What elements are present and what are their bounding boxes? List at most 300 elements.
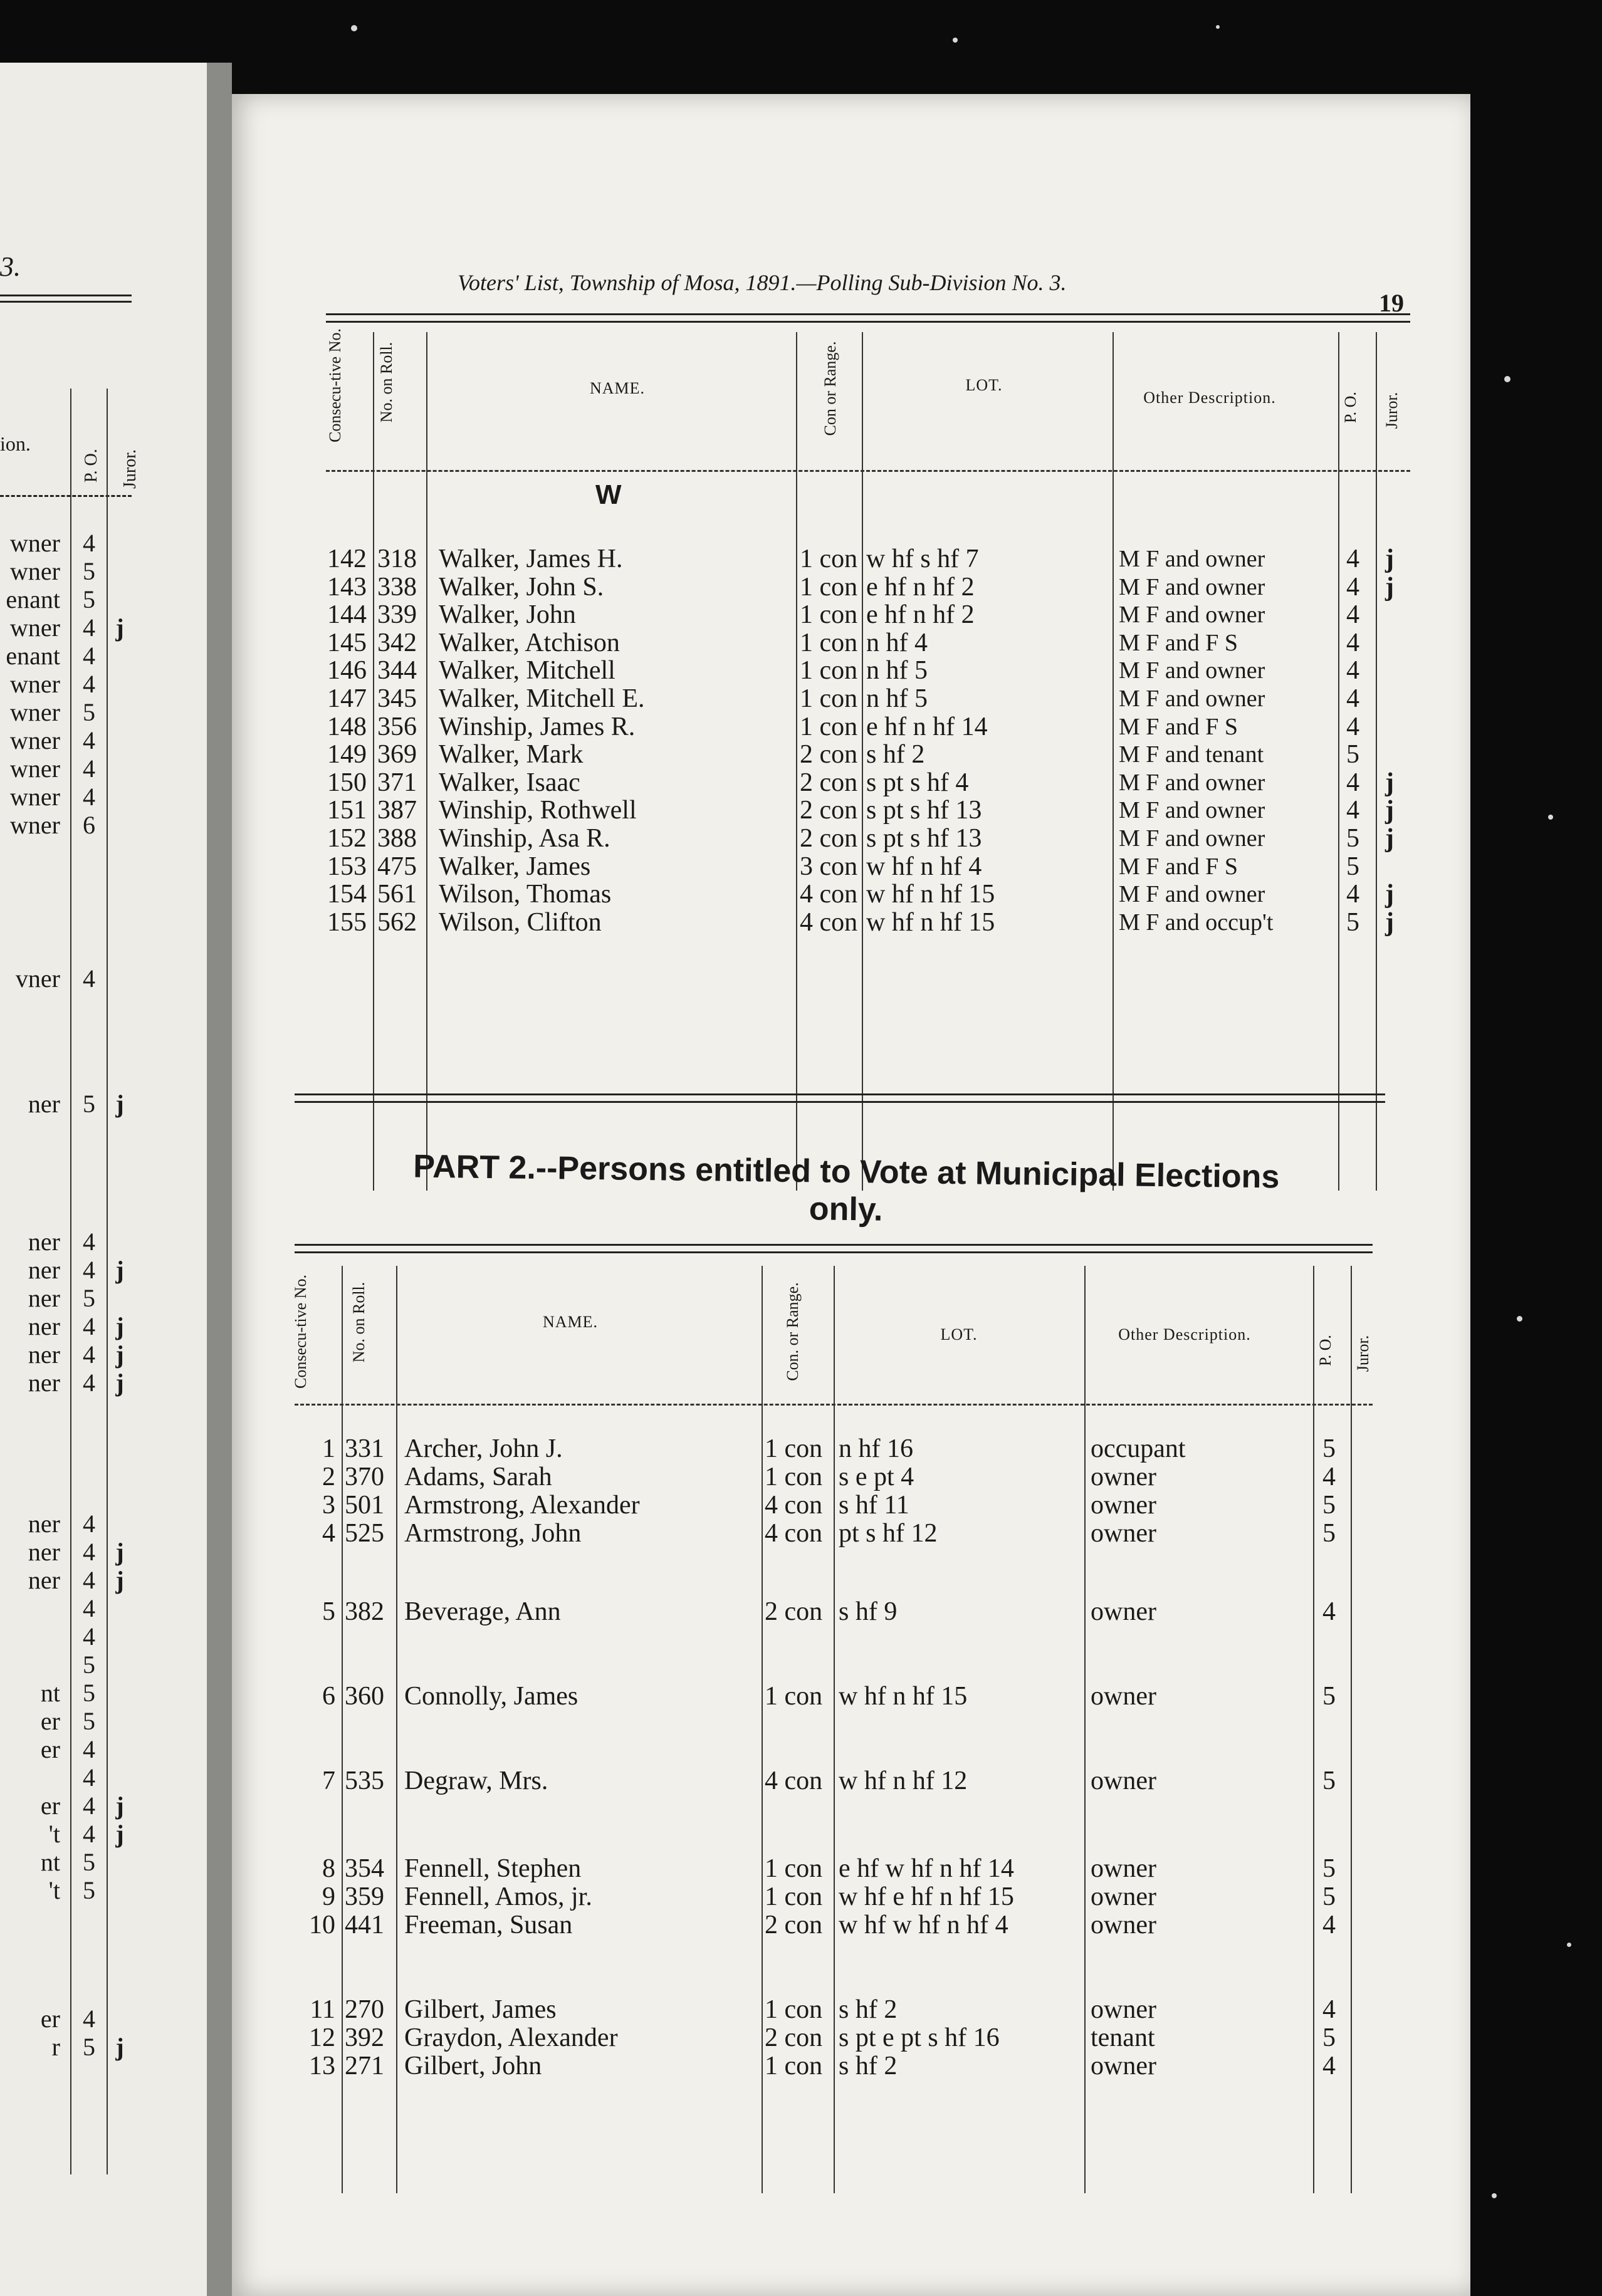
p1-po-header: P. O. <box>1341 392 1359 423</box>
concession: 2 con <box>765 2023 823 2052</box>
voter-row <box>232 880 1470 908</box>
post-office: 4 <box>1346 628 1359 657</box>
consecutive-number: 1 <box>322 1434 335 1463</box>
voter-name: Winship, Asa R. <box>439 824 610 853</box>
left-row-po: 4 <box>83 1256 95 1284</box>
left-rule <box>0 295 132 296</box>
left-list-row <box>0 727 132 754</box>
left-row-juror: j <box>115 1792 124 1820</box>
roll-number: 339 <box>377 600 417 630</box>
lot: n hf 5 <box>866 684 928 713</box>
left-row-po: 5 <box>83 1284 95 1312</box>
left-row-desc: er <box>40 2005 60 2033</box>
concession: 1 con <box>800 628 858 657</box>
p1-other-header: Other Description. <box>1143 389 1276 407</box>
roll-number: 441 <box>345 1911 384 1939</box>
post-office: 5 <box>1346 824 1359 853</box>
other-description: owner <box>1091 1519 1156 1548</box>
municipal-voter-row <box>232 1996 1470 2023</box>
roll-number: 318 <box>377 545 417 573</box>
other-description: M F and owner <box>1119 881 1265 908</box>
left-row-juror: j <box>115 1538 124 1566</box>
concession: 1 con <box>765 1682 823 1711</box>
left-row-po: 5 <box>83 557 95 585</box>
post-office: 4 <box>1346 796 1359 825</box>
left-row-juror: j <box>115 1090 124 1118</box>
left-row-po: 4 <box>83 1566 95 1594</box>
left-row-po: 4 <box>83 726 95 754</box>
p2-other-header: Other Description. <box>1118 1325 1251 1344</box>
voter-name: Gilbert, John <box>404 2052 542 2080</box>
left-row-desc: vner <box>15 965 60 993</box>
left-row-juror: j <box>115 2033 124 2061</box>
header-rule <box>326 321 1410 323</box>
concession: 1 con <box>800 684 858 713</box>
p1-juror-header: Juror. <box>1383 392 1401 429</box>
voter-row <box>232 657 1470 684</box>
concession: 2 con <box>800 796 858 825</box>
roll-number: 354 <box>345 1854 384 1883</box>
header-rule <box>326 470 1410 472</box>
voter-row <box>232 741 1470 768</box>
voter-name: Armstrong, Alexander <box>404 1491 640 1520</box>
left-row-juror: j <box>115 1312 124 1340</box>
left-row-desc: ner <box>28 1567 60 1594</box>
juror-mark: j <box>1385 907 1394 937</box>
voter-name: Winship, Rothwell <box>439 796 637 825</box>
left-page-fragment-number: 3. <box>0 251 21 282</box>
other-description: owner <box>1091 1882 1156 1911</box>
concession: 4 con <box>765 1519 823 1548</box>
other-description: owner <box>1091 1597 1156 1626</box>
concession: 2 con <box>765 1911 823 1939</box>
left-row-desc: wner <box>10 811 60 839</box>
lot: s pt s hf 13 <box>866 796 982 825</box>
roll-number: 356 <box>377 712 417 741</box>
voter-name: Wilson, Clifton <box>439 907 602 937</box>
lot: n hf 16 <box>839 1434 913 1463</box>
post-office: 4 <box>1346 768 1359 797</box>
post-office: 5 <box>1322 1854 1336 1883</box>
roll-number: 369 <box>377 740 417 770</box>
consecutive-number: 153 <box>327 852 367 881</box>
left-row-desc: ner <box>28 1090 60 1118</box>
p1-roll-header: No. on Roll. <box>377 342 395 423</box>
lot: s pt s hf 13 <box>866 824 982 853</box>
consecutive-number: 7 <box>322 1766 335 1795</box>
post-office: 4 <box>1346 656 1359 686</box>
consecutive-number: 145 <box>327 628 367 657</box>
other-description: M F and F S <box>1119 713 1238 740</box>
left-list-row <box>0 755 132 783</box>
concession: 1 con <box>765 1463 823 1491</box>
municipal-voter-row <box>232 1767 1470 1795</box>
concession: 2 con <box>800 740 858 770</box>
voter-name: Walker, Mitchell E. <box>439 684 645 713</box>
lot: s hf 9 <box>839 1597 898 1626</box>
juror-mark: j <box>1385 572 1394 602</box>
left-row-desc: ner <box>28 1538 60 1566</box>
left-row-desc: er <box>40 1708 60 1735</box>
left-list-row <box>0 1764 132 1792</box>
voter-name: Wilson, Thomas <box>439 880 612 909</box>
other-description: M F and tenant <box>1119 741 1264 768</box>
lot: s hf 2 <box>839 2052 898 2080</box>
other-description: owner <box>1091 2052 1156 2080</box>
left-row-po: 4 <box>83 783 95 811</box>
p2-roll-header: No. on Roll. <box>350 1281 368 1363</box>
consecutive-number: 6 <box>322 1682 335 1711</box>
voter-name: Degraw, Mrs. <box>404 1766 548 1795</box>
p2-juror-header: Juror. <box>1354 1335 1372 1372</box>
roll-number: 535 <box>345 1766 384 1795</box>
left-row-juror: j <box>115 1566 124 1594</box>
other-description: owner <box>1091 1766 1156 1795</box>
post-office: 5 <box>1322 1766 1336 1795</box>
roll-number: 359 <box>345 1882 384 1911</box>
left-row-po: 5 <box>83 698 95 726</box>
post-office: 4 <box>1346 572 1359 602</box>
lot: s pt s hf 4 <box>866 768 969 797</box>
consecutive-number: 12 <box>309 2023 335 2052</box>
left-list-row <box>0 586 132 613</box>
other-description: M F and F S <box>1119 629 1238 656</box>
voter-name: Walker, Isaac <box>439 768 580 797</box>
page-header-title: Voters' List, Township of Mosa, 1891.—Polling Sub-Division No. 3. <box>458 270 1067 295</box>
consecutive-number: 143 <box>327 572 367 602</box>
voter-row <box>232 685 1470 712</box>
voter-name: Armstrong, John <box>404 1519 582 1548</box>
p2-con-header: Con. or Range. <box>783 1282 802 1381</box>
left-list-row <box>0 1228 132 1256</box>
left-row-po: 4 <box>83 754 95 783</box>
left-list-row <box>0 1090 132 1118</box>
concession: 1 con <box>765 1882 823 1911</box>
post-office: 4 <box>1322 1597 1336 1626</box>
section-rule <box>295 1093 1385 1095</box>
post-office: 4 <box>1322 1995 1336 2024</box>
voter-name: Winship, James R. <box>439 712 636 741</box>
part2-title <box>294 1146 1398 1234</box>
voter-row <box>232 629 1470 657</box>
roll-number: 382 <box>345 1597 384 1626</box>
part2-title-line2: only. <box>809 1191 883 1228</box>
roll-number: 525 <box>345 1519 384 1548</box>
concession: 1 con <box>800 572 858 602</box>
left-row-desc: ner <box>28 1510 60 1538</box>
left-row-po: 5 <box>83 1707 95 1735</box>
left-row-desc: nt <box>40 1849 60 1876</box>
section-rule <box>295 1101 1385 1103</box>
left-list-row <box>0 783 132 811</box>
left-list-row <box>0 2005 132 2033</box>
concession: 1 con <box>765 2052 823 2080</box>
municipal-voter-row <box>232 1435 1470 1463</box>
other-description: M F and occup't <box>1119 909 1274 936</box>
other-description: M F and owner <box>1119 797 1265 824</box>
left-list-row <box>0 1623 132 1651</box>
other-description: M F and owner <box>1119 546 1265 572</box>
left-row-desc: wner <box>10 699 60 726</box>
left-row-desc: wner <box>10 727 60 754</box>
left-juror-header: Juror. <box>120 449 140 489</box>
left-row-desc: er <box>40 1736 60 1763</box>
municipal-voter-row <box>232 1491 1470 1519</box>
voter-name: Fennell, Stephen <box>404 1854 582 1883</box>
left-list-row <box>0 614 132 642</box>
left-row-desc: wner <box>10 783 60 811</box>
roll-number: 331 <box>345 1434 384 1463</box>
concession: 1 con <box>800 656 858 686</box>
other-description: M F and owner <box>1119 825 1265 852</box>
post-office: 4 <box>1346 712 1359 741</box>
municipal-voter-row <box>232 1883 1470 1911</box>
left-rule <box>0 301 132 303</box>
lot: s hf 11 <box>839 1491 909 1520</box>
voter-name: Freeman, Susan <box>404 1911 573 1939</box>
concession: 1 con <box>765 1854 823 1883</box>
concession: 3 con <box>800 852 858 881</box>
roll-number: 501 <box>345 1491 384 1520</box>
voter-row <box>232 601 1470 629</box>
left-list-row <box>0 1736 132 1763</box>
other-description: M F and owner <box>1119 573 1265 600</box>
lot: n hf 5 <box>866 656 928 686</box>
juror-mark: j <box>1385 824 1394 853</box>
voter-row <box>232 909 1470 936</box>
p1-name-header: NAME. <box>589 379 646 397</box>
left-row-po: 4 <box>83 1735 95 1763</box>
left-po-header: P. O. <box>81 449 101 483</box>
municipal-voter-row <box>232 2024 1470 2052</box>
consecutive-number: 9 <box>322 1882 335 1911</box>
post-office: 5 <box>1322 1491 1336 1520</box>
left-row-po: 5 <box>83 1848 95 1876</box>
left-row-po: 4 <box>83 1763 95 1792</box>
left-row-juror: j <box>115 1340 124 1369</box>
lot: w hf n hf 15 <box>866 907 995 937</box>
concession: 4 con <box>800 880 858 909</box>
lot: w hf w hf n hf 4 <box>839 1911 1008 1939</box>
lot: w hf n hf 4 <box>866 852 982 881</box>
lot: s pt e pt s hf 16 <box>839 2023 1000 2052</box>
left-row-po: 4 <box>83 1312 95 1340</box>
left-row-desc: 't <box>48 1820 60 1848</box>
left-row-po: 4 <box>83 1594 95 1622</box>
roll-number: 387 <box>377 796 417 825</box>
left-desc-header: ion. <box>0 432 31 455</box>
post-office: 4 <box>1322 1463 1336 1491</box>
left-list-row <box>0 1341 132 1369</box>
roll-number: 342 <box>377 628 417 657</box>
consecutive-number: 11 <box>310 1995 335 2024</box>
left-list-row <box>0 1651 132 1679</box>
voter-row <box>232 713 1470 741</box>
left-row-po: 5 <box>83 1651 95 1679</box>
document-page <box>232 94 1470 2296</box>
voter-name: Walker, Atchison <box>439 628 620 657</box>
left-list-row <box>0 558 132 585</box>
voter-name: Archer, John J. <box>404 1434 563 1463</box>
post-office: 5 <box>1322 1434 1336 1463</box>
concession: 4 con <box>765 1491 823 1520</box>
left-row-desc: 't <box>48 1877 60 1904</box>
left-row-desc: ner <box>28 1256 60 1284</box>
p2-name-header: NAME. <box>542 1313 599 1331</box>
left-row-juror: j <box>115 1369 124 1397</box>
left-row-desc: ner <box>28 1341 60 1369</box>
left-list-row <box>0 1820 132 1848</box>
roll-number: 370 <box>345 1463 384 1491</box>
consecutive-number: 142 <box>327 545 367 573</box>
voter-name: Beverage, Ann <box>404 1597 561 1626</box>
voter-name: Walker, Mitchell <box>439 656 615 686</box>
lot: pt s hf 12 <box>839 1519 938 1548</box>
left-row-po: 4 <box>83 964 95 993</box>
post-office: 5 <box>1322 2023 1336 2052</box>
juror-mark: j <box>1385 545 1394 573</box>
juror-mark: j <box>1385 880 1394 909</box>
left-row-desc: enant <box>6 586 60 613</box>
consecutive-number: 155 <box>327 907 367 937</box>
voter-row <box>232 545 1470 573</box>
consecutive-number: 154 <box>327 880 367 909</box>
left-row-po: 6 <box>83 811 95 839</box>
municipal-voter-row <box>232 1520 1470 1547</box>
voter-row <box>232 825 1470 852</box>
left-list-row <box>0 1877 132 1904</box>
roll-number: 270 <box>345 1995 384 2024</box>
left-list-row <box>0 699 132 726</box>
left-row-po: 4 <box>83 1538 95 1566</box>
lot: n hf 4 <box>866 628 928 657</box>
left-list-row <box>0 965 132 993</box>
voter-name: Walker, Mark <box>439 740 584 770</box>
concession: 1 con <box>765 1434 823 1463</box>
left-rule <box>0 495 132 497</box>
voter-name: Graydon, Alexander <box>404 2023 618 2052</box>
consecutive-number: 151 <box>327 796 367 825</box>
other-description: M F and F S <box>1119 853 1238 880</box>
consecutive-number: 5 <box>322 1597 335 1626</box>
left-row-po: 5 <box>83 1679 95 1707</box>
consecutive-number: 13 <box>309 2052 335 2080</box>
lot: e hf n hf 2 <box>866 600 975 630</box>
left-list-row <box>0 1538 132 1566</box>
other-description: owner <box>1091 1854 1156 1883</box>
left-list-row <box>0 1313 132 1340</box>
post-office: 4 <box>1346 880 1359 909</box>
page-number: 19 <box>1379 289 1404 317</box>
left-row-desc: wner <box>10 530 60 557</box>
other-description: owner <box>1091 1995 1156 2024</box>
left-row-desc: r <box>51 2033 60 2061</box>
voter-name: Fennell, Amos, jr. <box>404 1882 592 1911</box>
left-list-row <box>0 1849 132 1876</box>
lot: e hf n hf 14 <box>866 712 988 741</box>
voter-row <box>232 853 1470 880</box>
p1-consec-header: Consecu-tive No. <box>326 328 344 442</box>
post-office: 5 <box>1322 1519 1336 1548</box>
left-row-desc: ner <box>28 1369 60 1397</box>
left-row-po: 5 <box>83 585 95 613</box>
post-office: 5 <box>1346 907 1359 937</box>
concession: 2 con <box>800 768 858 797</box>
consecutive-number: 148 <box>327 712 367 741</box>
other-description: owner <box>1091 1682 1156 1711</box>
concession: 4 con <box>765 1766 823 1795</box>
other-description: M F and owner <box>1119 602 1265 629</box>
left-row-po: 4 <box>83 1510 95 1538</box>
voter-name: Walker, John <box>439 600 576 630</box>
lot: e hf n hf 2 <box>866 572 975 602</box>
roll-number: 561 <box>377 880 417 909</box>
p2-consec-header: Consecu-tive No. <box>291 1275 310 1389</box>
left-row-juror: j <box>115 1256 124 1284</box>
roll-number: 371 <box>377 768 417 797</box>
post-office: 5 <box>1322 1682 1336 1711</box>
municipal-voter-row <box>232 1463 1470 1491</box>
left-list-row <box>0 1595 132 1622</box>
left-list-row <box>0 642 132 670</box>
consecutive-number: 2 <box>322 1463 335 1491</box>
lot: s hf 2 <box>866 740 925 770</box>
consecutive-number: 152 <box>327 824 367 853</box>
voter-row <box>232 796 1470 824</box>
concession: 4 con <box>800 907 858 937</box>
other-description: owner <box>1091 1911 1156 1939</box>
post-office: 5 <box>1346 740 1359 770</box>
consecutive-number: 147 <box>327 684 367 713</box>
other-description: M F and owner <box>1119 657 1265 684</box>
left-row-desc: ner <box>28 1313 60 1340</box>
left-row-po: 4 <box>83 2005 95 2033</box>
header-rule <box>295 1251 1373 1253</box>
p1-lot-header: LOT. <box>965 376 1003 394</box>
left-list-row <box>0 1792 132 1820</box>
voter-name: Walker, James H. <box>439 545 623 573</box>
post-office: 4 <box>1322 1911 1336 1939</box>
post-office: 5 <box>1322 1882 1336 1911</box>
lot: w hf e hf n hf 15 <box>839 1882 1014 1911</box>
left-row-juror: j <box>115 1820 124 1848</box>
voter-name: Walker, John S. <box>439 572 604 602</box>
voter-name: Connolly, James <box>404 1682 578 1711</box>
left-row-po: 4 <box>83 1820 95 1848</box>
consecutive-number: 4 <box>322 1519 335 1548</box>
left-row-desc: ner <box>28 1228 60 1256</box>
concession: 1 con <box>800 600 858 630</box>
left-row-po: 4 <box>83 1228 95 1256</box>
roll-number: 388 <box>377 824 417 853</box>
municipal-voter-row <box>232 1911 1470 1939</box>
p2-po-header: P. O. <box>1316 1335 1334 1366</box>
roll-number: 345 <box>377 684 417 713</box>
left-list-row <box>0 2033 132 2061</box>
consecutive-number: 150 <box>327 768 367 797</box>
concession: 1 con <box>765 1995 823 2024</box>
part2-title-line1: PART 2.--Persons entitled to Vote at Municipal Elections <box>413 1148 1280 1196</box>
left-row-po: 4 <box>83 1369 95 1397</box>
left-row-desc: enant <box>6 642 60 670</box>
concession: 2 con <box>800 824 858 853</box>
left-list-row <box>0 671 132 698</box>
post-office: 4 <box>1346 684 1359 713</box>
left-row-desc: wner <box>10 671 60 698</box>
lot: w hf n hf 15 <box>866 880 995 909</box>
consecutive-number: 146 <box>327 656 367 686</box>
other-description: occupant <box>1091 1434 1186 1463</box>
